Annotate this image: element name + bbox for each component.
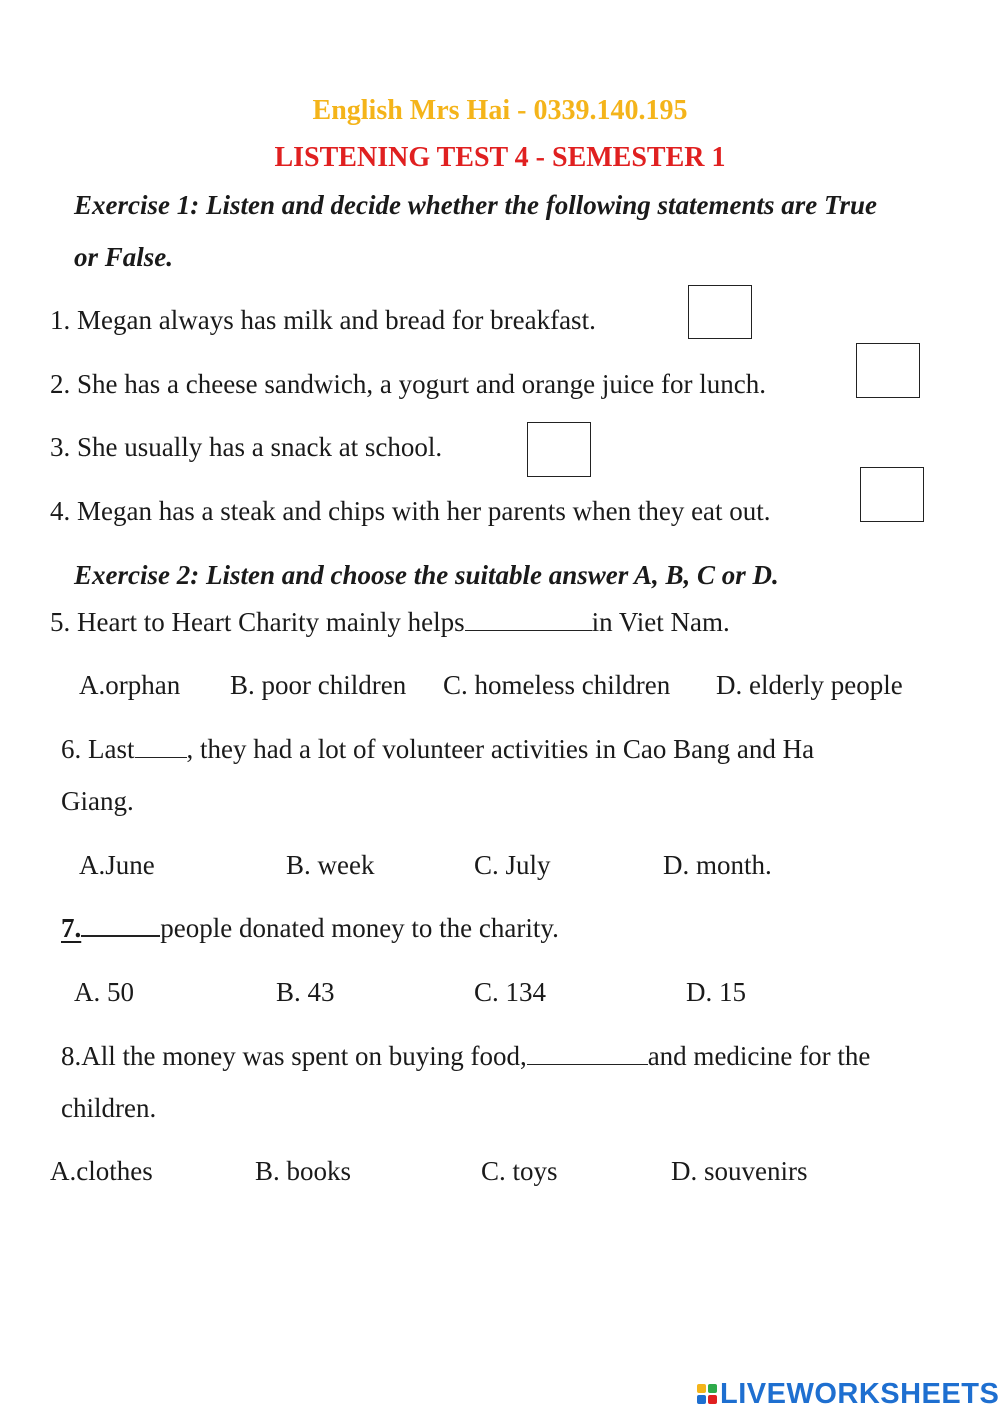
q6-text-before: 6. Last (61, 734, 135, 764)
statement-4: 4. Megan has a steak and chips with her parents when they eat out. (50, 496, 771, 526)
q7-option-c[interactable]: C. 134 (474, 977, 547, 1007)
q5-option-d[interactable]: D. elderly people (716, 670, 903, 700)
q5-option-c[interactable]: C. homeless children (443, 670, 671, 700)
test-title: LISTENING TEST 4 - SEMESTER 1 (274, 142, 726, 173)
q8-option-d[interactable]: D. souvenirs (671, 1156, 808, 1186)
statement-3: 3. She usually has a snack at school. (50, 432, 443, 462)
exercise1-heading-line1: Exercise 1: Listen and decide whether the following statements are True (74, 190, 877, 220)
q8-text-line2: children. (61, 1093, 157, 1123)
question-7 (61, 913, 559, 943)
q7-option-a[interactable]: A. 50 (74, 977, 134, 1007)
exercise1-heading-line2: or False. (74, 242, 174, 272)
statement-2: 2. She has a cheese sandwich, a yogurt and orange juice for lunch. (50, 369, 767, 399)
q6-blank[interactable] (135, 735, 187, 758)
q6-option-a[interactable]: A.June (79, 850, 155, 880)
q6-option-c[interactable]: C. July (474, 850, 551, 880)
q7-number: 7. (61, 913, 82, 943)
q7-option-d[interactable]: D. 15 (686, 977, 746, 1007)
answer-box-4[interactable] (860, 467, 924, 522)
q6-text-line2: Giang. (61, 786, 134, 816)
q5-text-before: 5. Heart to Heart Charity mainly helps (50, 607, 465, 637)
q6-option-d[interactable]: D. month. (663, 850, 772, 880)
answer-box-3[interactable] (527, 422, 591, 477)
liveworksheets-brand: LIVEWORKSHEETS (720, 1377, 1000, 1410)
q8-option-c[interactable]: C. toys (481, 1156, 558, 1186)
q5-text-after: in Viet Nam. (591, 607, 730, 637)
q8-blank[interactable] (527, 1042, 648, 1065)
question-8 (61, 1041, 870, 1071)
q7-option-b[interactable]: B. 43 (276, 977, 335, 1007)
q7-text-after: people donated money to the charity. (160, 913, 559, 943)
q8-text-after: and medicine for the (647, 1041, 871, 1071)
q5-option-a[interactable]: A.orphan (79, 670, 181, 700)
liveworksheets-grid-icon (697, 1384, 717, 1404)
q6-option-b[interactable]: B. week (286, 850, 375, 880)
statement-1: 1. Megan always has milk and bread for breakfast. (50, 305, 596, 335)
q7-blank[interactable] (81, 913, 160, 937)
exercise2-heading: Exercise 2: Listen and choose the suitable answer A, B, C or D. (74, 560, 779, 590)
q8-option-a[interactable]: A.clothes (50, 1156, 153, 1186)
q8-option-b[interactable]: B. books (255, 1156, 352, 1186)
q8-text-before: 8.All the money was spent on buying food, (61, 1041, 527, 1071)
liveworksheets-logo (697, 1377, 999, 1411)
question-5 (50, 607, 730, 637)
answer-box-2[interactable] (856, 343, 920, 398)
q5-blank[interactable] (465, 608, 592, 631)
q5-option-b[interactable]: B. poor children (230, 670, 407, 700)
teacher-header: English Mrs Hai - 0339.140.195 (312, 95, 688, 126)
q6-text-after: , they had a lot of volunteer activities in Cao Bang and Ha (186, 734, 815, 764)
answer-box-1[interactable] (688, 285, 752, 339)
question-6 (61, 734, 814, 764)
